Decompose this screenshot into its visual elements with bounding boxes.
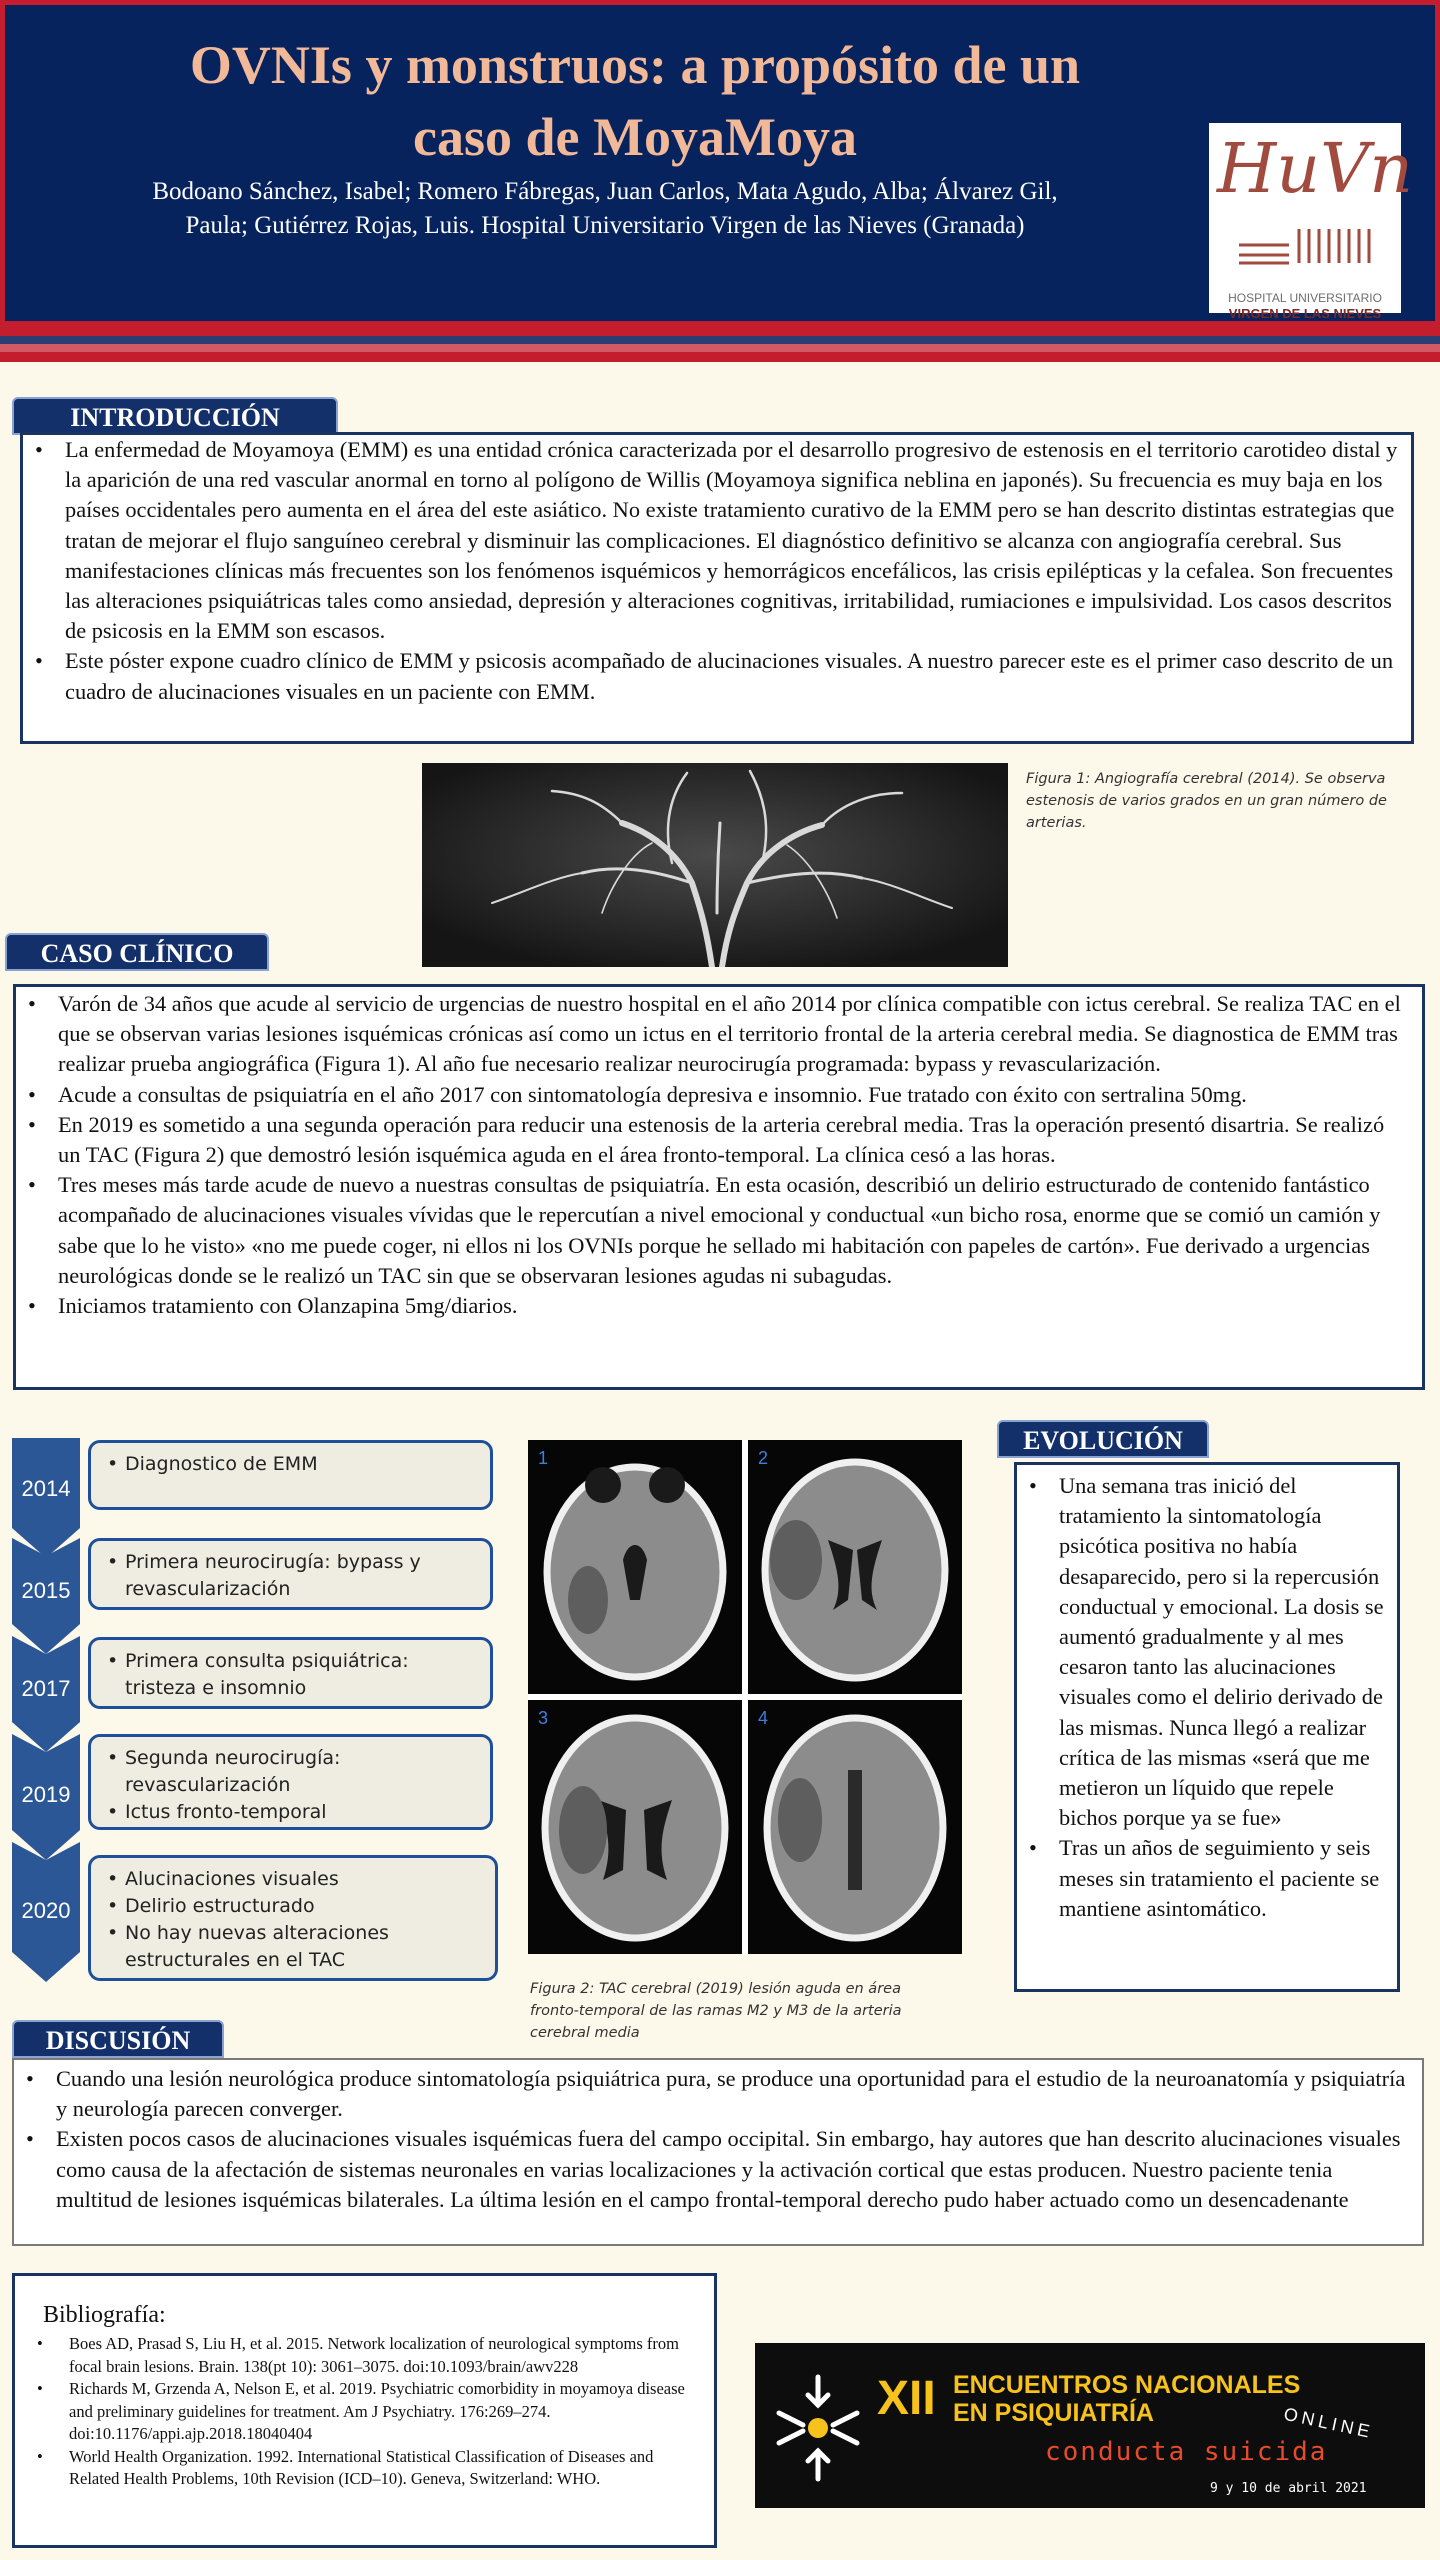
evolucion-bullets: [1021, 1471, 1389, 1924]
caso-box: [13, 984, 1425, 1390]
hospital-logo-line2: VIRGEN DE LAS NIEVES: [1228, 306, 1382, 321]
timeline-event-item: • Primera consulta psiquiátrica: tristeza e insomnio: [105, 1648, 476, 1702]
congress-line2: EN PSIQUIATRÍA: [953, 2399, 1154, 2427]
congress-logo-arrows-icon: [773, 2373, 863, 2483]
timeline-year: 2019: [21, 1782, 71, 1807]
discusion-heading: DISCUSIÓN: [12, 2020, 224, 2058]
figure1-caption: Figura 1: Angiografía cerebral (2014). Se observa estenosis de varios grados en un gran número de arterias.: [1026, 771, 1387, 831]
caso-bullets: [20, 989, 1412, 1321]
intro-bullets: [27, 435, 1401, 707]
caso-heading: CASO CLÍNICO: [5, 933, 269, 971]
congress-line1: ENCUENTROS NACIONALES: [953, 2371, 1301, 2399]
evolucion-bullet: • Tras un años de seguimiento y seis meses sin tratamiento el paciente se mantiene asintomático.: [1021, 1833, 1389, 1924]
timeline-event-item: • Segunda neurocirugía: revascularización: [105, 1745, 476, 1799]
angiography-vessels-icon: [422, 763, 1008, 967]
bibliography-box: [12, 2273, 717, 2548]
timeline-event: [88, 1855, 498, 1981]
bibliography-title: Bibliografía:: [43, 2302, 166, 2328]
timeline-event-item: • No hay nuevas alteraciones estructurales en el TAC: [105, 1920, 481, 1974]
hospital-logo-line1: HOSPITAL UNIVERSITARIO: [1228, 291, 1382, 305]
congress-date: 9 y 10 de abril 2021: [1210, 2481, 1367, 2496]
timeline-event: [88, 1538, 493, 1610]
hospital-logo: [1209, 123, 1413, 321]
header-stripe-pink: [0, 344, 1440, 352]
intro-box: [20, 432, 1414, 744]
evolucion-box: [1014, 1462, 1400, 1992]
evolucion-bullet: • Una semana tras inició del tratamiento la sintomatología psicótica positiva no había desaparecido, pero si la repercusión conductual y emocional. La dosis se aumentó gradualmente y al mes cesaron tanto las alucinaciones visuales como el delirio derivado de las mismas. Nunca llegó a realizar crítica de las mismas «será que me metieron un líquido que repele bichos porque ya se fue»: [1021, 1471, 1389, 1833]
ct-scan-panels-icon: [528, 1440, 962, 1954]
discusion-box: [12, 2058, 1424, 2246]
caso-bullet: • Acude a consultas de psiquiatría en el año 2017 con sintomatología depresiva e insomnio. Fue tratado con éxito con sertralina 50mg.: [20, 1080, 1412, 1110]
poster-title: OVNIs y monstruos: a propósito de un caso de MoyaMoya: [189, 35, 1081, 167]
angiography-image: [422, 763, 1008, 967]
ct-panel-label: 2: [758, 1448, 769, 1468]
figure2-caption: Figura 2: TAC cerebral (2019) lesión aguda en área fronto-temporal de las ramas M2 y M3 de la arteria cerebral media: [530, 1981, 902, 2041]
timeline-year-marker: [12, 1842, 80, 1982]
intro-bullet: • La enfermedad de Moyamoya (EMM) es una entidad crónica caracterizada por el desarrollo progresivo de estenosis en el territorio carotideo distal y la aparición de una red vascular anormal en torno al polígono de Willis (Moyamoya significa neblina en japonés). Su frecuencia es muy baja en los países occidentales pero aumenta en el área del este asiático. No existe tratamiento curativo de la EMM pero se han descrito distintas estrategias que tratan de mejorar el flujo sanguíneo cerebral y disminuir las complicaciones. El diagnóstico definitivo se alcanza con angiografía cerebral. Sus manifestaciones clínicas más frecuentes son los fenómenos isquémicos y hemorrágicos encefálicos, las crisis epilépticas y la cefalea. Son frecuentes las alteraciones psiquiátricas tales como ansiedad, depresión y alteraciones cognitivas, irritabilidad, rumiaciones e impulsividad. Los casos descritos de psicosis en la EMM son escasos.: [27, 435, 1401, 646]
hospital-logo-lines-icon: [1229, 223, 1379, 273]
timeline-event-item: • Alucinaciones visuales: [105, 1866, 481, 1893]
caso-bullet: • Tres meses más tarde acude de nuevo a nuestras consultas de psiquiatría. En esta ocasión, describió un delirio estructurado de contenido fantástico acompañado de alucinaciones visuales vívidas que le repercutían a nivel emocional y conductual «un bicho rosa, enorme que se comió un camión y sabe que lo he visto» «no me puede coger, ni ellos ni los OVNIs porque he sellado mi habitación con papeles de cartón». Fue derivado a urgencias neurológicas donde se le realizó un TAC sin que se observaran lesiones agudas ni subagudas.: [20, 1170, 1412, 1291]
evolucion-heading: EVOLUCIÓN: [997, 1420, 1209, 1458]
congress-banner: [755, 2343, 1425, 2508]
header-stripe-navy: [0, 336, 1440, 344]
ct-panel-label: 3: [538, 1708, 549, 1728]
hospital-logo-mark: HuVn: [1217, 130, 1413, 209]
ct-scan-figure: [528, 1440, 962, 1954]
bibliography-list: [43, 2333, 700, 2491]
congress-online: ONLINE: [1282, 2403, 1376, 2443]
timeline-event-item: • Primera neurocirugía: bypass y revascularización: [105, 1549, 476, 1603]
bibliography-ref: • Richards M, Grzenda A, Nelson E, et al. 2019. Psychiatric comorbidity in moyamoya disease and preliminary guidelines for treatment. Am J Psychiatry. 176:269–274. doi:10.1176/appi.ajp.2018.18040404: [43, 2378, 700, 2446]
timeline-event-item: • Delirio estructurado: [105, 1893, 481, 1920]
congress-subtitle: conducta suicida: [1045, 2437, 1328, 2467]
caso-bullet: • Iniciamos tratamiento con Olanzapina 5mg/diarios.: [20, 1291, 1412, 1321]
timeline-year: 2017: [21, 1676, 71, 1701]
ct-panel-label: 1: [538, 1448, 549, 1468]
timeline-event: [88, 1440, 493, 1510]
ct-panel-label: 4: [758, 1708, 769, 1728]
discusion-bullet: • Cuando una lesión neurológica produce sintomatología psiquiátrica pura, se produce una oportunidad para el estudio de la neuroanatomía y psiquiatría y neurología parecen converger.: [18, 2064, 1412, 2124]
timeline-event: [88, 1734, 493, 1830]
bibliography-ref: • Boes AD, Prasad S, Liu H, et al. 2015. Network localization of neurological symptoms from focal brain lesions. Brain. 138(pt 10): 3061–3075. doi:10.1093/brain/awv228: [43, 2333, 700, 2378]
congress-number: XII: [877, 2372, 936, 2425]
poster-header: [0, 0, 1440, 326]
header-stripe-red: [0, 326, 1440, 336]
poster-authors: Bodoano Sánchez, Isabel; Romero Fábregas, Juan Carlos, Mata Agudo, Alba; Álvarez Gil, Paula; Gutiérrez Rojas, Luis. Hospital Universitario Virgen de las Nieves (Granada): [152, 178, 1058, 239]
timeline-event: [88, 1637, 493, 1709]
intro-bullet: • Este póster expone cuadro clínico de EMM y psicosis acompañado de alucinaciones visuales. A nuestro parecer este es el primer caso descrito de un cuadro de alucinaciones visuales en un paciente con EMM.: [27, 646, 1401, 706]
timeline-year: 2014: [21, 1476, 71, 1501]
header-stripe-red-2: [0, 352, 1440, 362]
discusion-bullets: [18, 2064, 1412, 2215]
caso-bullet: • En 2019 es sometido a una segunda operación para reducir una estenosis de la arteria cerebral media. Tras la operación presentó disartria. Se realizó un TAC (Figura 2) que demostró lesión isquémica aguda en el área fronto-temporal. La clínica cesó a las horas.: [20, 1110, 1412, 1170]
discusion-bullet: • Existen pocos casos de alucinaciones visuales isquémicas fuera del campo occipital. Sin embargo, hay autores que han descrito alucinaciones visuales como causa de la afectación de sistemas neuronales en varias localizaciones y la activación cortical que estas producen. Nuestro paciente tenia multitud de lesiones isquémicas bilaterales. La última lesión en el campo frontal-temporal derecho pudo haber actuado como un desencadenante: [18, 2124, 1412, 2215]
timeline-year: 2020: [21, 1898, 71, 1923]
caso-bullet: • Varón de 34 años que acude al servicio de urgencias de nuestro hospital en el año 2014 por clínica compatible con ictus cerebral. Se realiza TAC en el que se observan varias lesiones isquémicas crónicas así como un ictus en el territorio frontal de la arteria cerebral media. Se diagnostica de EMM tras realizar prueba angiográfica (Figura 1). Al año fue necesario realizar neurocirugía programada: bypass y revascularización.: [20, 989, 1412, 1080]
intro-heading: INTRODUCCIÓN: [12, 397, 338, 435]
bibliography-ref: • World Health Organization. 1992. International Statistical Classification of Diseases and Related Health Problems, 10th Revision (ICD–10). Geneva, Switzerland: WHO.: [43, 2446, 700, 2491]
timeline-event-item: • Ictus fronto-temporal: [105, 1799, 476, 1826]
timeline-event-item: • Diagnostico de EMM: [105, 1451, 476, 1478]
timeline-year: 2015: [21, 1578, 71, 1603]
